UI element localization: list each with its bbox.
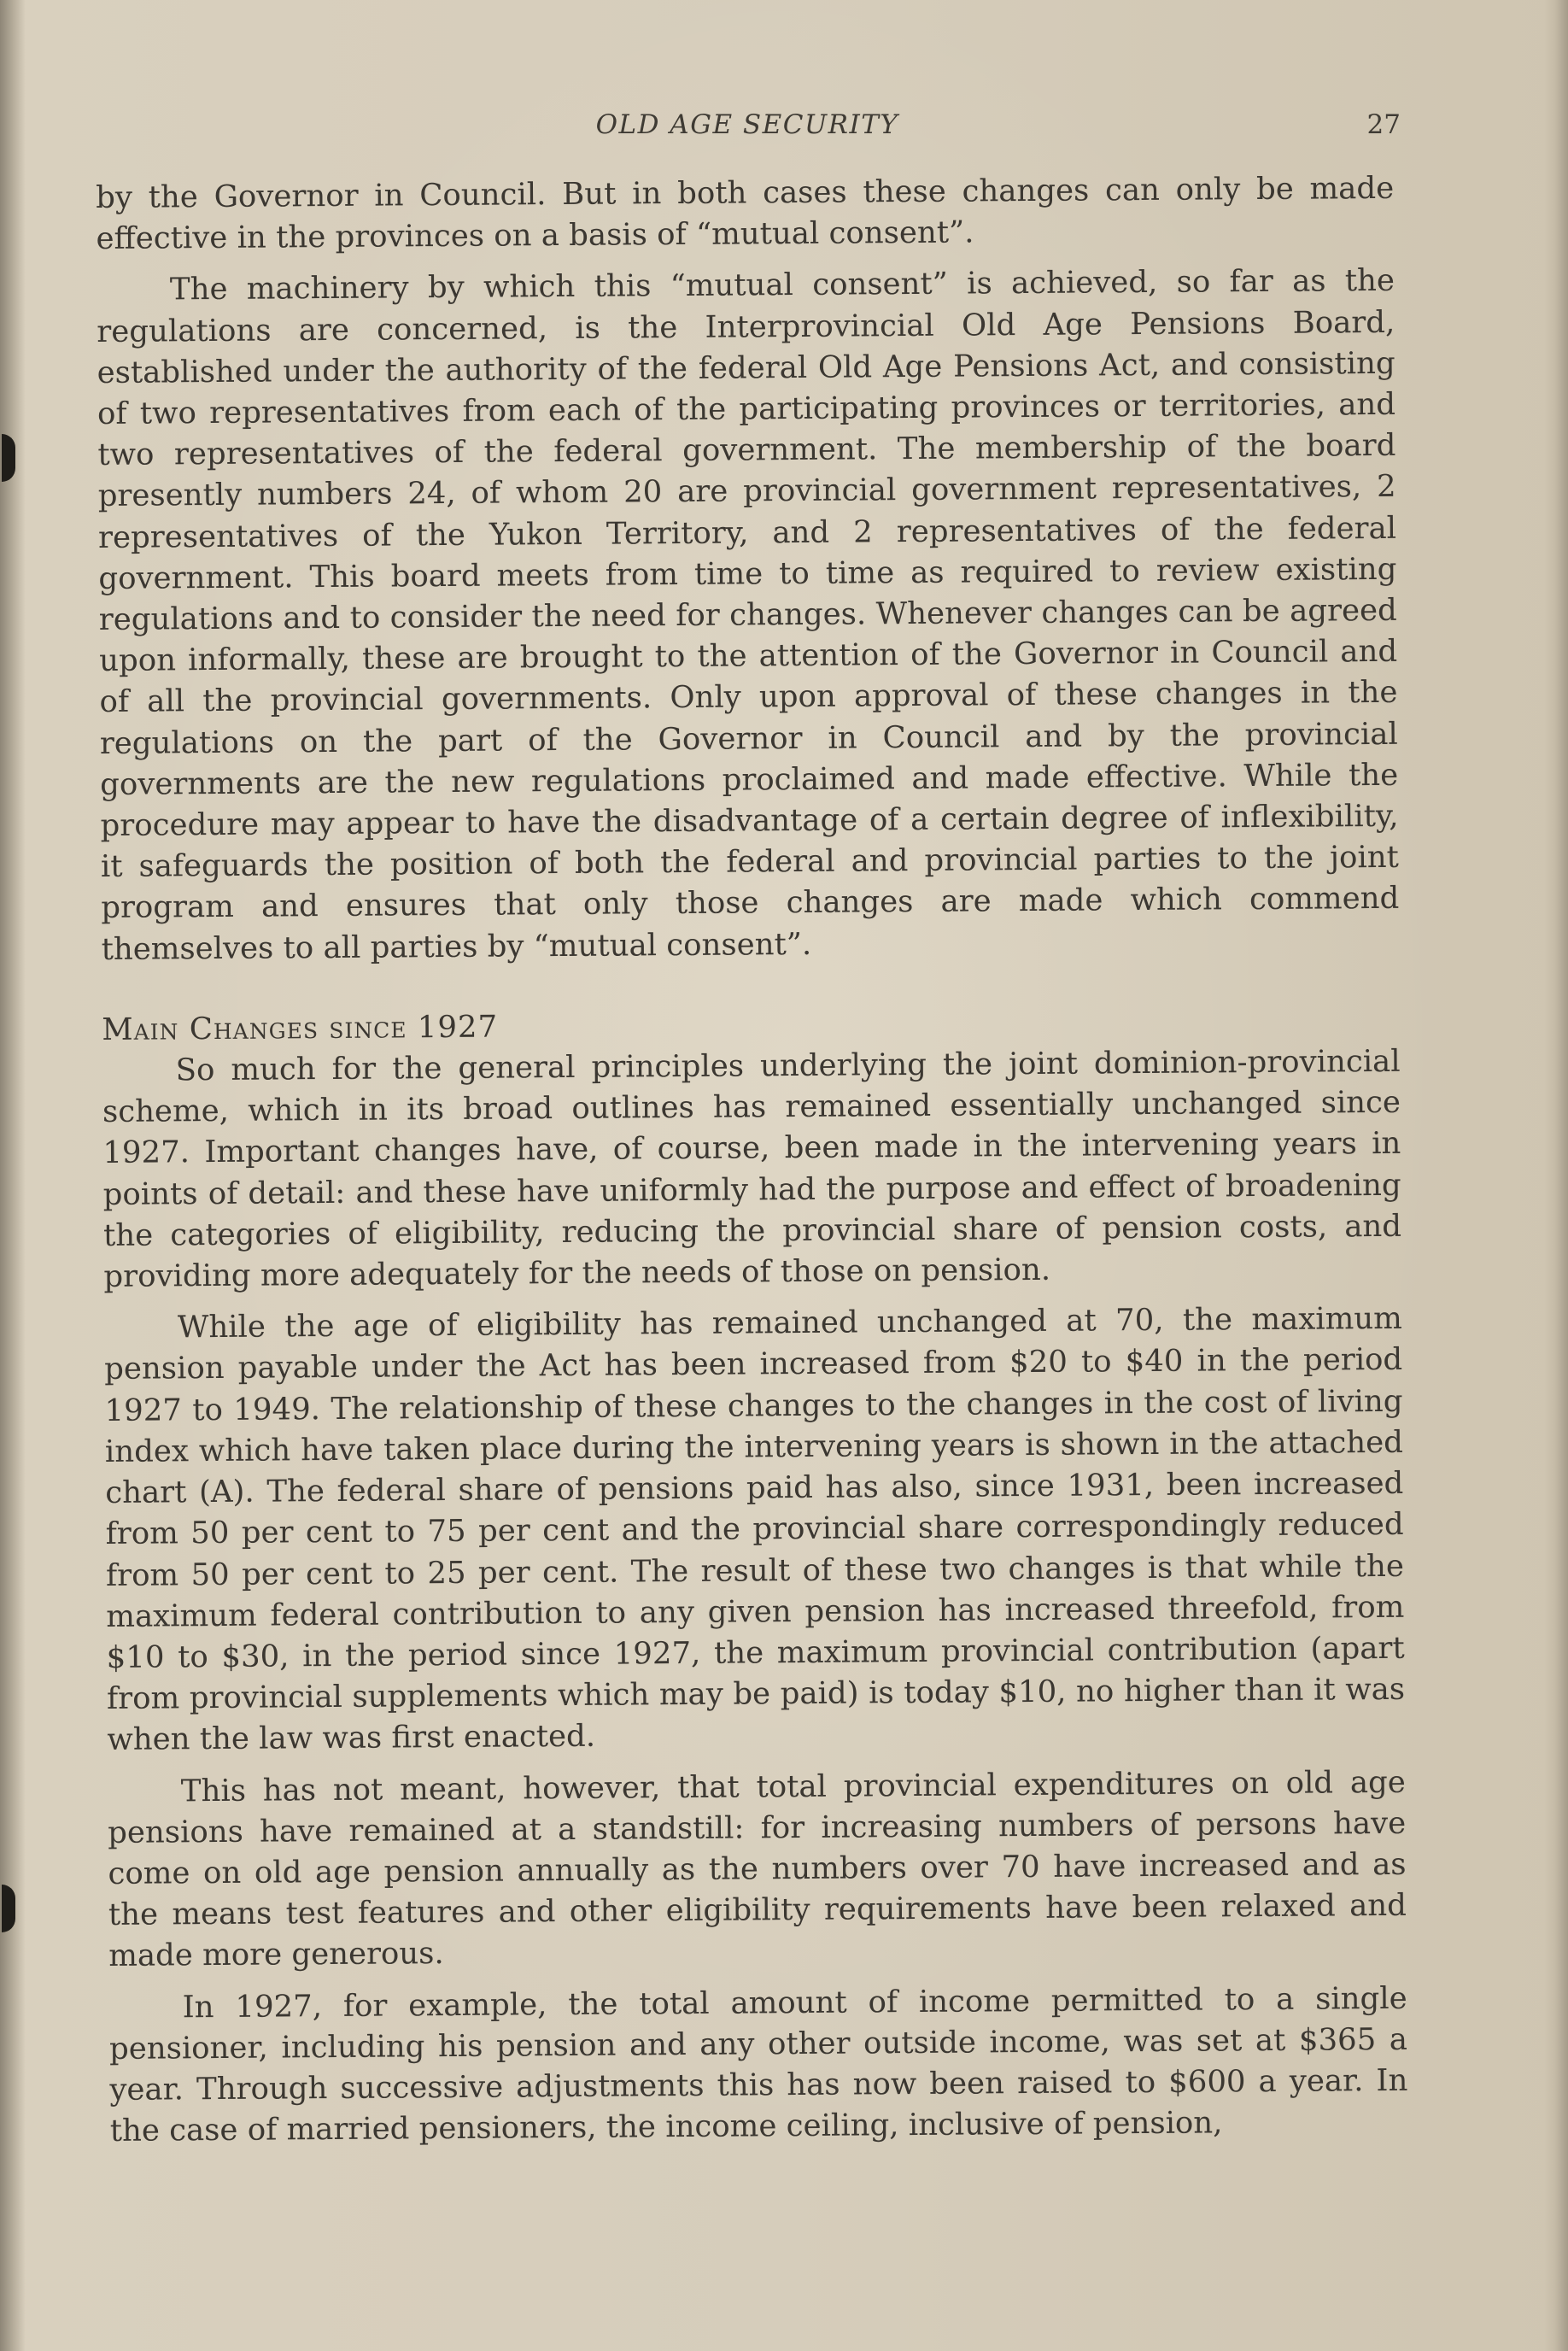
paragraph-board-machinery: The machinery by which this “mutual consent” is achieved, so far as the regulations are concerned, is the Interprovincial Old Age Pensions Board, established under the authority of the federal Old Age Pensions Act, and consisting of two representatives from each of the participating provinces or territories, and two representatives of the federal government. The membership of the board presently numbers 24, of whom 20 are provincial government representatives, 2 representatives of the Yukon Territory, and 2 representatives of the federal government. This board meets from time to time as required to review existing regulations and to consider the need for changes. Whenever changes can be agreed upon informally, these are brought to the attention of the Governor in Council and of all the provincial governments. Only upon approval of these changes in the regulations on the part of the Governor in Council and by the provincial governments are the new regulations proclaimed and made effective. While the procedure may appear to have the disadvantage of a certain degree of inflexibility, it safeguards the position of both the federal and provincial parties to the joint program and ensures that only those changes are made which commend themselves to all parties by “mutual consent”. bbox=[97, 263, 1400, 967]
paragraph-general-principles: So much for the general principles underlying the joint dominion-provincial scheme, which in its broad outlines has remained essentially unchanged since 1927. Important changes have, of course, been made in the intervening years in points of detail: and these have uniformly had the purpose and effect of broadening the categories of eligibility, reducing the provincial share of pension costs, and providing more adequately for the needs of those on pension. bbox=[102, 1043, 1402, 1295]
paragraph-continued: by the Governor in Council. But in both cases these changes can only be made effective in the provinces on a basis of “mutual consent”. bbox=[96, 170, 1395, 257]
paragraph-income-ceiling: In 1927, for example, the total amount of income permitted to a single pensioner, including his pension and any other outside income, was set at $365 a year. Through successive adjustments this has now been raised to $600 a year. In the case of married pensioners, the income ceiling, inclusive of pension, bbox=[108, 1980, 1408, 2149]
page-number: 27 bbox=[1366, 109, 1401, 140]
page-left-edge-shadow bbox=[0, 0, 26, 2351]
binding-hole-top bbox=[2, 434, 15, 482]
page-right-edge-shadow bbox=[1544, 0, 1568, 2351]
binding-hole-bottom bbox=[2, 1885, 15, 1932]
running-head bbox=[94, 109, 1401, 147]
paragraph-maximum-pension: While the age of eligibility has remained unchanged at 70, the maximum pension payable under the Act has been increased from $20 to $40 in the period 1927 to 1949. The relationship of these changes to the changes in the cost of living index which have taken place during the intervening years is shown in the attached chart (A). The federal share of pensions paid has also, since 1931, been increased from 50 per cent to 75 per cent and the provincial share correspondingly reduced from 50 per cent to 25 per cent. The result of these two changes is that while the maximum federal contribution to any given pension has increased threefold, from $10 to $30, in the period since 1927, the maximum provincial contribution (apart from provincial supplements which may be paid) is today $10, no higher than it was when the law was first enacted. bbox=[104, 1301, 1406, 1758]
section-heading: Main Changes since 1927 bbox=[102, 1009, 499, 1047]
running-head-title: OLD AGE SECURITY bbox=[595, 109, 899, 140]
paragraph-provincial-expenditures: This has not meant, however, that total provincial expenditures on old age pensions have remained at a standstill: for increasing numbers of persons have come on old age pension annually as the numbers over 70 have increased and as the means test features and other eligibility requirements have been relaxed and made more generous. bbox=[108, 1764, 1407, 1974]
page-body-text bbox=[96, 168, 1408, 2152]
